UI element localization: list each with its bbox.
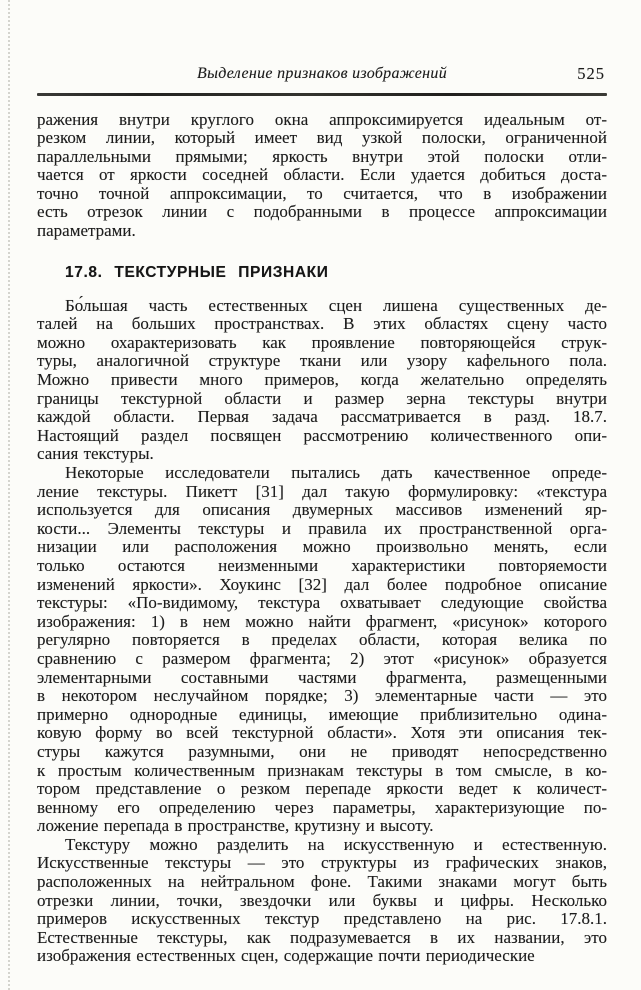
text-line: Текстуру можно разделить на искусственную и естественную.	[65, 834, 607, 854]
text-line: ковую форму во всей текстурной области». Хотя эти описания тек-	[37, 723, 607, 743]
text-line: ложение перепада в пространстве, крутизну и высоту.	[37, 816, 434, 836]
text-column	[37, 0, 607, 966]
text-line: кости... Элементы текстуры и правила их пространственной орга-	[37, 518, 607, 538]
paragraph	[37, 836, 607, 966]
text-line: регулярно повторяется в пределах области, которая велика по	[37, 630, 607, 650]
text-line: к простым количественным признакам текстуры в том смысле, в ко-	[37, 760, 607, 780]
text-line: используется для описания двумерных массивов изменений яр-	[37, 500, 607, 520]
text-line: ражения внутри круглого окна аппроксимируется идеальным от-	[37, 109, 607, 129]
header-rule	[37, 93, 607, 96]
text-line: сания текстуры.	[37, 444, 154, 464]
paragraph	[37, 297, 607, 464]
text-line: есть отрезок линии с подобранными в процессе аппроксимации	[37, 202, 607, 222]
text-line: текстуры: «По-видимому, текстура охватывает следующие свойства	[37, 593, 607, 613]
page-number: 525	[577, 64, 605, 83]
text-line: стуры кажутся разумными, они не приводят непосредственно	[37, 741, 607, 761]
text-line: отрезки линии, точки, звездочки или буквы и цифры. Несколько	[37, 890, 607, 910]
text-line: изображения естественных сцен, содержащие почти периодические	[37, 946, 535, 966]
text-line: точно точной аппроксимации, то считается, что в изображении	[37, 183, 607, 203]
section-heading: 17.8. ТЕКСТУРНЫЕ ПРИЗНАКИ	[65, 263, 329, 281]
text-line: изображения: 1) в нем можно найти фрагмент, «рисунок» которого	[37, 611, 607, 631]
text-line: только остаются неизменными характеристики повторяемости	[37, 555, 607, 575]
text-line: талей на больших пространствах. В этих областях сцену часто	[37, 314, 607, 334]
text-line: Можно привести много примеров, когда желательно определять	[37, 370, 607, 390]
text-line: элементарными составными частями фрагмента, размещенными	[37, 667, 607, 687]
text-line: расположенных на нейтральном фоне. Такими знаками могут быть	[37, 872, 607, 892]
text-line: Искусственные текстуры — это структуры из графических знаков,	[37, 853, 607, 873]
running-header	[37, 64, 607, 84]
paragraph	[37, 111, 607, 241]
text-line: низации или расположения можно произвольно менять, если	[37, 537, 607, 557]
page-body	[37, 111, 607, 967]
text-line: примерно однородные единицы, имеющие приблизительно одина-	[37, 704, 607, 724]
text-line: можно охарактеризовать как проявление повторяющейся струк-	[37, 332, 607, 352]
text-line: ление текстуры. Пикетт [31] дал такую формулировку: «текстура	[37, 481, 607, 501]
text-line: Естественные текстуры, как подразумевается в их названии, это	[37, 927, 607, 947]
text-line: параллельными прямыми; яркость внутри этой полоски отли-	[37, 146, 607, 166]
text-line: тором представление о резком перепаде яркости ведет к количест-	[37, 779, 607, 799]
text-line: чается от яркости соседней области. Если удается добиться доста-	[37, 165, 607, 185]
scan-edge-artifact	[8, 0, 10, 990]
text-line: венному его определению через параметры, характеризующие по-	[37, 797, 607, 817]
text-line: параметрами.	[37, 221, 136, 241]
text-line: Настоящий раздел посвящен рассмотрению количественного опи-	[37, 425, 607, 445]
paragraph	[37, 464, 607, 836]
text-line: изменений яркости». Хоукинс [32] дал более подробное описание	[37, 574, 607, 594]
text-line: границы текстурной области и размер зерна текстуры внутри	[37, 388, 607, 408]
text-line: Некоторые исследователи пытались дать качественное опреде-	[65, 463, 607, 482]
text-line: туры, аналогичной структуре ткани или узору кафельного пола.	[37, 351, 607, 371]
text-line: сравнению с размером фрагмента; 2) этот «рисунок» образуется	[37, 648, 607, 668]
text-line: каждой области. Первая задача рассматривается в разд. 18.7.	[37, 407, 607, 427]
running-header-title: Выделение признаков изображений	[197, 65, 447, 82]
text-line: в некотором неслучайном порядке; 3) элементарные части — это	[37, 686, 607, 706]
text-line: Бо́льшая часть естественных сцен лишена существенных де-	[65, 295, 607, 315]
text-line: примеров искусственных текстур представлено на рис. 17.8.1.	[37, 909, 607, 929]
text-line: резком линии, который имеет вид узкой полоски, ограниченной	[37, 128, 607, 148]
